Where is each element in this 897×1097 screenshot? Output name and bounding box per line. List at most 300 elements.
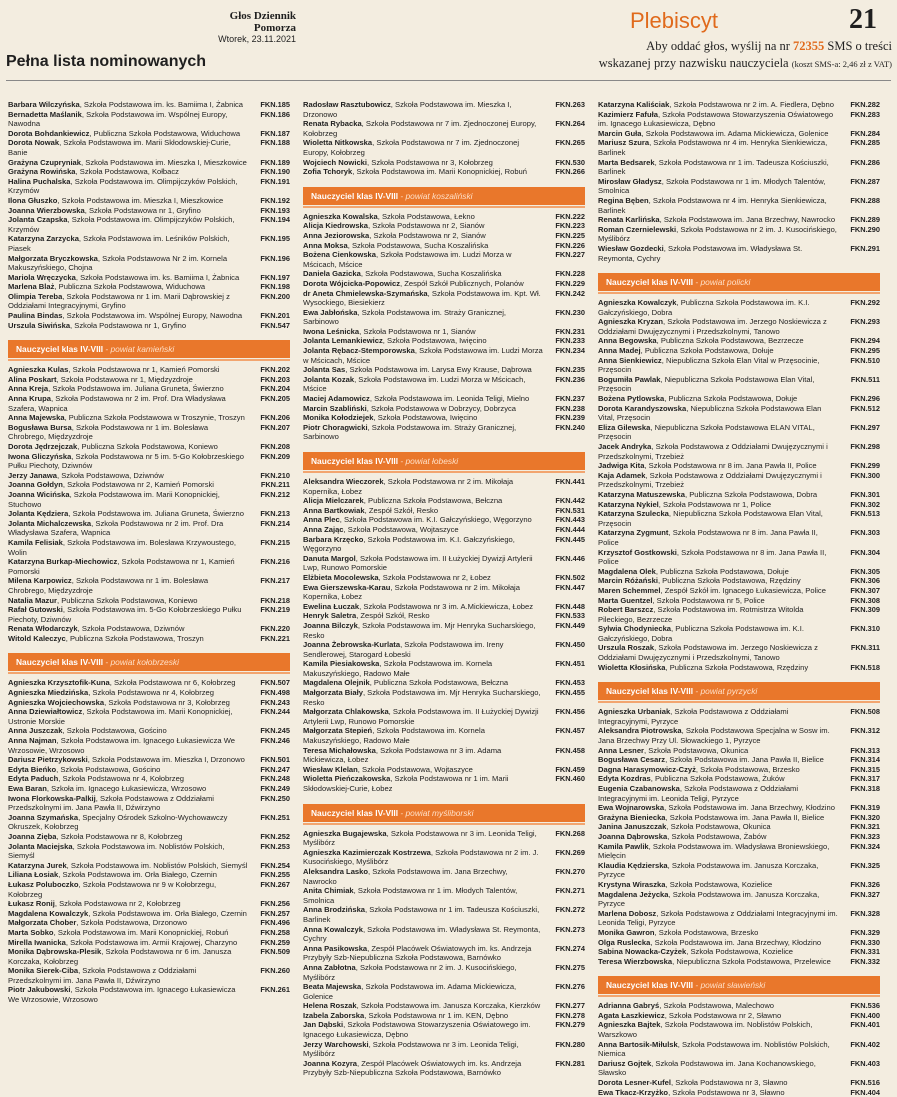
nominee-name: Łukasz Poluboczko <box>8 879 79 889</box>
nominee-entry: Renata Włodarczyk, Szkoła Podstawowa, Dziwnów FKN.220 <box>8 624 290 634</box>
nominee-entry: Aleksandra Wieczorek, Szkoła Podstawowa nr 2 im. Mikołaja Kopernika, Łobez FKN.441 <box>303 477 585 496</box>
nominee-entry: Łukasz Poluboczko, Szkoła Podstawowa nr 9 w Kołobrzegu, Kołobrzeg FKN.267 <box>8 879 290 899</box>
nominee-school: Szkoła Podstawowa im. K.I. Gałczyńskiego, Węgorzyno <box>343 515 532 525</box>
sms-code: FKN.401 <box>850 1020 880 1030</box>
nominee-entry: Joanna Kozyra, Zespół Placówek Oświatowych im. ks. Andrzeja Przybyły Szb-Niepubliczna Szkoła Podstawowa, Barnówko FKN.281 <box>303 1058 585 1078</box>
nominee-entry: Urszula Roszak, Szkoła Podstawowa im. Jerzego Noskiewicza z Oddziałami Dwujęzycznymi i Przedszkolnymi, Tanowo FKN.311 <box>598 643 880 663</box>
nominee-name: Jadwiga Kita <box>598 461 645 471</box>
nominee-name: Renata Karlińska <box>598 215 660 225</box>
nominee-name: Anna Juszczak <box>8 726 63 736</box>
sms-code: FKN.404 <box>850 1087 880 1097</box>
nominee-school: Szkoła Podstawowa im. Olimpijczyków Polskich, Krzymów <box>8 215 235 234</box>
nominee-school: Szkoła Podstawowa nr 1 im. Bolesława Chrobrego, Międzyzdroje <box>8 576 209 595</box>
nominee-entry: Ewa Tkacz-Krzyżko, Szkoła Podstawowa nr 3, Sławno FKN.404 <box>598 1087 880 1097</box>
sms-code: FKN.244 <box>260 707 290 717</box>
nominee-name: Joanna Kozyra <box>303 1058 358 1068</box>
sms-code: FKN.448 <box>555 601 585 611</box>
nominee-name: Mirosław Gładysz <box>598 176 662 186</box>
section-title: Nauczyciel klas IV-VIII <box>311 190 399 201</box>
sms-code: FKN.314 <box>850 755 880 765</box>
sms-code: FKN.190 <box>260 167 290 177</box>
nominee-school: Szkoła Podstawowa im. Mieszka I, Mieszkowice <box>85 157 247 167</box>
sms-code: FKN.530 <box>555 157 585 167</box>
nominee-school: Szkoła Podstawowa im. Jana Brzechwy, Kłodzino <box>668 803 835 813</box>
sms-code: FKN.403 <box>850 1058 880 1068</box>
nominee-school: Szkoła Podstawowa im. Mjr Henryka Sucharskiego, Resko <box>303 688 541 707</box>
nominee-school: Szkoła Podstawowa im. Juliana Gruneta, Świerzno <box>52 384 224 394</box>
nominee-entry: Wiesław Gozdecki, Szkoła Podstawowa im. Władysława St. Reymonta, Cychry FKN.291 <box>598 243 880 263</box>
nominee-entry: Jerzy Janawa, Szkoła Podstawowa, Dziwnów FKN.210 <box>8 470 290 480</box>
nominee-school: Szkoła Podstawowa nr 1, Gryfino <box>74 320 187 330</box>
nominee-name: Aleksandra Lasko <box>303 866 368 876</box>
nominee-entry: Milena Karpowicz, Szkoła Podstawowa nr 1 im. Bolesława Chrobrego, Międzyzdroje FKN.217 <box>8 576 290 595</box>
nominee-name: Natalia Mazur <box>8 595 57 605</box>
nominee-school: Szkoła Podstawowa im. II Łużyckiej Dywizji Artylerii Lwp, Runowo Pomorskie <box>303 707 539 726</box>
nominee-name: Anna Pasikowska <box>303 943 368 953</box>
nominee-name: Sylwia Chodyniecka <box>598 624 672 634</box>
sms-code: FKN.446 <box>555 553 585 563</box>
nominee-school: Szkoła Podstawowa im. Leśników Polskich, Piasek <box>8 234 230 253</box>
nominee-entry: Katarzyna Szulecka, Niepubliczna Szkoła Podstawowa Elan Vital, Przęsocin FKN.513 <box>598 509 880 528</box>
nominee-entry: Anna Dziewiałtowicz, Szkoła Podstawowa im. Marii Konopnickiej, Ustronie Morskie FKN.244 <box>8 707 290 726</box>
nominee-school: Szkoła Podstawowa nr 1 im. Marii Dąbrowskiej z Oddziałami Integracyjnymi, Gryfino <box>8 291 230 311</box>
nominee-name: Anna Madej <box>598 346 641 356</box>
nominee-name: Bogumiła Pawlak <box>598 374 661 384</box>
nominee-school: Szkoła Podstawowa Stowarzyszenia Oświatowego im. Ignacego Łukasiewicza, Dębno <box>598 109 834 129</box>
section-header <box>303 804 585 822</box>
sms-code: FKN.202 <box>260 365 290 375</box>
sms-code: FKN.227 <box>555 250 585 260</box>
nominee-entry: Adrianna Gabryś, Szkoła Podstawowa, Malechowo FKN.536 <box>598 1001 880 1011</box>
section-label: Plebiscyt <box>630 8 719 33</box>
nominee-entry: Marlena Dobosz, Szkoła Podstawowa z Oddziałami Integracyjnymi im. Leonida Teligi, Pyrzyce FKN.328 <box>598 908 880 928</box>
sms-code: FKN.456 <box>555 707 585 717</box>
nominee-school: Szkoła Podstawowa im. Jana Pawła II, Bielice <box>669 812 825 822</box>
nominee-school: Szkoła Podstawowa nr 3 im. A.Mickiewicza, Łobez <box>363 601 534 611</box>
nominee-entry: Katarzyna Zygmunt, Szkoła Podstawowa nr 8 im. Jana Pawła II, Police FKN.303 <box>598 528 880 547</box>
nominee-school: Niepubliczna Szkoła Podstawowa Elan Vital, Przęsocin <box>598 403 822 423</box>
sms-code: FKN.271 <box>555 886 585 896</box>
nominee-school: Szkoła Podstawowa im. Ireny Sendlerowej, Starogard Łobeski <box>303 640 504 659</box>
sms-code: FKN.223 <box>555 221 585 231</box>
sms-code: FKN.402 <box>850 1039 880 1049</box>
nominee-entry: Agata Łaszkiewicz, Szkoła Podstawowa nr 2, Sławno FKN.400 <box>598 1010 880 1020</box>
nominee-school: Szkoła Podstawowa nr 6, Kołobrzeg <box>113 678 236 688</box>
nominee-name: Iwona Gliczyńska <box>8 451 72 461</box>
nominee-school: Szkoła Podstawowa w Dobrzycy, Dobrzyca <box>370 403 517 413</box>
nominee-name: Barbara Wilczyńska <box>8 100 80 109</box>
nominee-name: Teresa Wierzbowska <box>598 956 673 966</box>
nominee-school: Szkoła Podstawowa, Kozielice <box>690 947 794 957</box>
nominee-entry: Anna Krupa, Szkoła Podstawowa nr 2 im. Prof. Dra Władysława Szafera, Wapnica FKN.205 <box>8 394 290 413</box>
nominee-entry: Monika Kołodziejek, Szkoła Podstawowa, Iwięcino FKN.239 <box>303 413 585 423</box>
sms-code: FKN.277 <box>555 1001 585 1011</box>
nominee-name: Ewa Wojnarowska <box>598 803 665 813</box>
nominee-entry: Jolanta Lemankiewicz, Szkoła Podstawowa, Iwięcino FKN.233 <box>303 336 585 346</box>
nominee-entry: Wioletta Kłosińska, Publiczna Szkoła Podstawowa, Rzędziny FKN.518 <box>598 662 880 672</box>
nominee-name: Jolanta Lemankiewicz <box>303 336 383 346</box>
nominee-school: Szkoła Podstawowa im. II Łużyckiej Dywizji Artylerii Lwp, Runowo Pomorskie <box>303 553 533 573</box>
nominee-name: Anna Jeziorowska <box>303 230 370 240</box>
nominee-school: Szkoła Podstawowa im. Jana Kochanowskiego, Sławsko <box>598 1058 816 1078</box>
nominee-entry: Agnieszka Wojciechowska, Szkoła Podstawowa nr 3, Kołobrzeg FKN.243 <box>8 697 290 707</box>
sms-code: FKN.276 <box>555 982 585 992</box>
header-divider <box>6 80 891 81</box>
nominee-entry: Magdalena Olejnik, Publiczna Szkoła Podstawowa, Bełczna FKN.453 <box>303 678 585 688</box>
nominee-name: Anna Plec <box>303 515 340 525</box>
nominee-school: Szkoła Podstawowa im. Armii Krajowej, Charzyno <box>70 937 238 947</box>
nominee-entry: Dariusz Gojtek, Szkoła Podstawowa im. Jana Kochanowskiego, Sławsko FKN.403 <box>598 1058 880 1078</box>
sms-code: FKN.235 <box>555 365 585 375</box>
nominee-entry: Monika Dąbrowska-Plesik, Szkoła Podstawowa nr 6 im. Janusza Korczaka, Kołobrzeg FKN.509 <box>8 947 290 966</box>
nominee-name: Anna Lesner <box>598 745 644 755</box>
nominee-name: Łukasz Ronij <box>8 899 55 909</box>
nominee-entry: Natalia Mazur, Publiczna Szkoła Podstawowa, Koniewo FKN.218 <box>8 595 290 605</box>
section-title: Nauczyciel klas IV-VIII <box>16 657 104 668</box>
nominee-school: Szkoła Podstawowa nr 2 im. Prof. Dra Władysława Szafera, Wapnica <box>8 518 224 538</box>
sms-code: FKN.188 <box>260 138 290 148</box>
sms-code: FKN.327 <box>850 889 880 899</box>
nominee-school: Szkoła Podstawowa Specjalna w Sosw im. Jana Brzechwy Przy Ul. Słowackiego 1, Pyrzyce <box>598 726 830 746</box>
nominee-school: Szkoła Podstawowa Stowarzyszenia Oświatowego im. Ignacego Łukasiewicza, Dębno <box>303 1020 531 1040</box>
column-3 <box>598 100 880 1097</box>
nominee-school: Szkoła Podstawowa im. Mjr Henryka Sucharskiego, Resko <box>303 620 536 640</box>
nominee-school: Szkoła Podstawowa im. Władysława St. Reymonta, Cychry <box>303 924 541 944</box>
nominee-name: Anna Kreja <box>8 384 49 394</box>
sms-code: FKN.292 <box>850 298 880 308</box>
sms-code: FKN.295 <box>850 346 880 356</box>
nominee-school: Szkoła Podstawowa, Łekno <box>381 211 475 221</box>
nominee-entry: Iwona Gliczyńska, Szkoła Podstawowa nr 5 im. 5-Go Kołobrzeskiego Pułku Piechoty, Dziwnów FKN.209 <box>8 451 290 471</box>
sms-code: FKN.501 <box>260 755 290 765</box>
nominee-entry: Ewelina Łuczak, Szkoła Podstawowa nr 3 im. A.Mickiewicza, Łobez FKN.448 <box>303 601 585 611</box>
nominee-school: Publiczna Szkoła Podstawowa, Dobra <box>689 489 818 499</box>
nominee-entry: Ewa Baran, Szkoła im. Ignacego Łukasiewicza, Wrzosowo FKN.249 <box>8 784 290 793</box>
sms-code: FKN.261 <box>260 985 290 995</box>
nominee-name: Kazimierz Fafuła <box>598 109 658 119</box>
nominee-school: Publiczna Szkoła Podstawowa, Rzędziny <box>662 576 801 586</box>
sms-code: FKN.247 <box>260 764 290 774</box>
sms-text-post: SMS o treści <box>824 39 892 53</box>
nominee-entry: Regina Bęben, Szkoła Podstawowa nr 4 im. Henryka Sienkiewicza, Barlinek FKN.288 <box>598 195 880 215</box>
nominee-school: Szkoła Podstawowa im. Wspólnej Europy, Nawodna <box>8 109 228 129</box>
nominee-entry: Krystyna Wiraszka, Szkoła Podstawowa, Kozielice FKN.326 <box>598 879 880 889</box>
sms-code: FKN.263 <box>555 100 585 109</box>
nominee-entry: Bogumiła Pawlak, Niepubliczna Szkoła Podstawowa Elan Vital, Przęsocin FKN.511 <box>598 374 880 394</box>
nominee-entry: Iwona Florkowska-Palkij, Szkoła Podstawowa z Oddziałami Przedszkolnymi im. Jana Pawła II, Dźwirzyno FKN.250 <box>8 793 290 813</box>
sms-code: FKN.233 <box>555 336 585 346</box>
sms-code: FKN.323 <box>850 831 880 841</box>
nominee-entry: Anita Chimiak, Szkoła Podstawowa nr 1 im. Młodych Talentów, Smolnica FKN.271 <box>303 886 585 905</box>
nominee-school: Szkoła Podstawowa nr 1 im. Tadeusza Kościuszki, Barlinek <box>598 157 829 177</box>
sms-code: FKN.304 <box>850 547 880 557</box>
sms-code: FKN.273 <box>555 924 585 934</box>
nominee-entry: Sabina Nowacka-Czyżek, Szkoła Podstawowa, Kozielice FKN.331 <box>598 947 880 957</box>
nominee-entry: Monika Gawron, Szkoła Podstawowa, Brzesko FKN.329 <box>598 927 880 937</box>
sms-code: FKN.317 <box>850 774 880 784</box>
nominee-name: Jacek Andryka <box>598 442 652 451</box>
nominee-name: Joanna Gołdyn <box>8 480 63 490</box>
sms-code: FKN.196 <box>260 253 290 263</box>
nominee-name: Anna Najman <box>8 736 57 746</box>
sms-code: FKN.308 <box>850 595 880 605</box>
sms-code: FKN.210 <box>260 470 290 480</box>
sms-code: FKN.254 <box>260 860 290 870</box>
sms-code: FKN.441 <box>555 477 585 486</box>
nominee-name: Jolanta Kędziera <box>8 509 69 519</box>
nominee-name: Liliana Łosiak <box>8 870 59 880</box>
nominee-name: Beata Majewska <box>303 982 362 992</box>
nominee-entry: Iwona Leśnicka, Szkoła Podstawowa nr 1, Sianów FKN.231 <box>303 326 585 336</box>
sms-code: FKN.243 <box>260 697 290 707</box>
nominee-name: Katarzyna Burkap-Miechowicz <box>8 557 118 567</box>
sms-code: FKN.209 <box>260 451 290 461</box>
nominee-entry: Kazimierz Fafuła, Szkoła Podstawowa Stowarzyszenia Oświatowego im. Ignacego Łukasiewicza, Dębno FKN.283 <box>598 109 880 129</box>
nominee-entry: Mariola Wręczycka, Szkoła Podstawowa im. ks. Bamiima I, Żabnica FKN.197 <box>8 272 290 282</box>
nominee-name: Agnieszka Wojciechowska <box>8 697 105 707</box>
nominee-name: Anna Krupa <box>8 394 52 404</box>
sms-code: FKN.194 <box>260 215 290 225</box>
nominee-entry: Barbara Krzęcko, Szkoła Podstawowa im. K.I. Gałczyńskiego, Węgorzyno FKN.445 <box>303 534 585 554</box>
nominee-school: Szkoła Podstawowa, Sucha Koszalińska <box>351 240 489 250</box>
sms-code: FKN.325 <box>850 860 880 870</box>
sms-text-line2: wskazanej przy nazwisku nauczyciela <box>598 56 789 70</box>
sms-code: FKN.229 <box>555 278 585 288</box>
nominee-name: Anna Kowalczyk <box>303 924 363 934</box>
nominee-name: Joanna Wicińska <box>8 489 70 499</box>
issue-date: Wtorek, 23.11.2021 <box>218 34 296 44</box>
nominee-entry: Bernadetta Maślanik, Szkoła Podstawowa im. Wspólnej Europy, Nawodna FKN.186 <box>8 109 290 129</box>
nominee-entry: dr Aneta Chmielewska-Szymańska, Szkoła Podstawowa im. Kpt. Wł. Wysockiego, Biesiekierz FKN.242 <box>303 288 585 308</box>
sms-code: FKN.443 <box>555 515 585 525</box>
nominee-school: Szkoła Podstawowa, Sucha Koszalińska <box>365 269 502 279</box>
nominee-school: Szkoła Podstawowa nr 3 im. Leonida Teligi, Myślibórz <box>303 828 537 848</box>
column-1 <box>8 100 290 1005</box>
sms-code: FKN.298 <box>850 442 880 451</box>
sms-code: FKN.445 <box>555 534 585 544</box>
sms-code: FKN.299 <box>850 461 880 471</box>
nominee-name: Mirella Iwanicka <box>8 937 66 947</box>
nominee-school: Szkoła Podstawowa im. Mieszka I, Mieszkowice <box>61 195 224 205</box>
nominee-school: Szkoła Podstawowa nr 9 w Kołobrzegu, Kołobrzeg <box>8 879 217 899</box>
nominee-school: Szkoła Podstawowa im. Noblistów Polskich, Niemica <box>598 1039 830 1059</box>
nominee-name: Dagna Harasymowicz-Czyż <box>598 764 696 774</box>
sms-code: FKN.195 <box>260 234 290 244</box>
nominee-school: Szkoła Podstawowa nr 3, Sławno <box>672 1087 785 1097</box>
nominee-entry: Elżbieta Mocolewska, Szkoła Podstawowa nr 2, Łobez FKN.502 <box>303 572 585 582</box>
nominee-school: Szkoła Podstawowa nr 1 im. Bolesława Chrobrego, Międzyzdroje <box>8 422 209 442</box>
nominee-school: Szkoła Podstawowa im. Kornela Makuszyńskiego, Radowo Małe <box>303 726 485 746</box>
nominee-name: Ilona Głuszko <box>8 195 58 205</box>
sms-code: FKN.203 <box>260 374 290 384</box>
nominee-school: Szkoła Podstawowa nr 1, Kamień Pomorski <box>8 557 235 576</box>
sms-code: FKN.257 <box>260 908 290 918</box>
nominee-school: Szkoła Podstawowa im. Noblistów Polskich, Warszkowo <box>598 1020 813 1040</box>
nominee-entry: Marlena Blaż, Publiczna Szkoła Podstawowa, Widuchowa FKN.198 <box>8 282 290 292</box>
sms-code: FKN.270 <box>555 866 585 876</box>
sms-code: FKN.269 <box>555 847 585 857</box>
nominee-entry: Sylwia Chodyniecka, Publiczna Szkoła Podstawowa im. K.I. Gałczyńskiego, Dobra FKN.310 <box>598 624 880 643</box>
nominee-school: Szkoła Podstawowa nr 4, Kołobrzeg <box>92 688 214 698</box>
nominee-entry: Magdalena Olek, Publiczna Szkoła Podstawowa, Dołuje FKN.305 <box>598 566 880 576</box>
nominee-school: Niepubliczna Szkoła Podstawowa ELAN VITAL, Przęsocin <box>598 422 815 442</box>
nominee-entry: Agnieszka Kulas, Szkoła Podstawowa nr 1, Kamień Pomorski FKN.202 <box>8 365 290 375</box>
sms-code: FKN.237 <box>555 394 585 404</box>
sms-code: FKN.278 <box>555 1010 585 1020</box>
section-title: Nauczyciel klas IV-VIII <box>606 980 694 991</box>
nominee-school: Publiczna Szkoła Podstawowa, Koniewo <box>61 595 198 605</box>
nominee-name: Małgorzata Chlakowska <box>303 707 389 717</box>
nominee-entry: Katarzyna Kaliściak, Szkoła Podstawowa nr 2 im. A. Fiedlera, Dębno FKN.282 <box>598 100 880 109</box>
nominee-name: Alina Poskart <box>8 374 57 384</box>
sms-code: FKN.513 <box>850 509 880 519</box>
nominee-entry: Aleksandra Piotrowska, Szkoła Podstawowa Specjalna w Sosw im. Jana Brzechwy Przy Ul. Słowackiego 1, Pyrzyce FKN.312 <box>598 726 880 746</box>
nominee-entry: Bogusława Cesarz, Szkoła Podstawowa im. Jana Pawła II, Bielice FKN.314 <box>598 755 880 765</box>
nominee-school: Szkoła Podstawowa im. Mieszka I, Drzonowo <box>303 100 512 119</box>
nominee-name: Grażyna Bieniecka <box>598 812 666 822</box>
nominee-school: Szkoła Podstawowa, Gościno <box>60 764 161 774</box>
nominee-school: Szkoła Podstawowa z Oddziałami Integracyjnymi im. Leonida Teligi, Pyrzyce <box>598 908 838 928</box>
nominee-school: Szkoła Podstawowa im. Straży Granicznej, Sarbinowo <box>303 307 507 327</box>
nominee-entry: Izabela Zaborska, Szkoła Podstawowa nr 1 im. KEN, Dębno FKN.278 <box>303 1010 585 1020</box>
nominee-school: Szkoła Podstawowa nr 2 im. J. Kusocińskiego, Myślibórz <box>303 962 517 982</box>
sms-code: FKN.259 <box>260 937 290 947</box>
nominee-entry: Bogusława Bursa, Szkoła Podstawowa nr 1 im. Bolesława Chrobrego, Międzyzdroje FKN.207 <box>8 422 290 442</box>
nominee-entry: Ewa Gierszewska-Karau, Szkoła Podstawowa nr 2 im. Mikołaja Kopernika, Łobez FKN.447 <box>303 582 585 602</box>
nominee-name: Dorota Nowak <box>8 138 60 148</box>
nominee-name: Joanna Dąbrowska <box>598 831 668 841</box>
nominee-entry: Marta Guentzel, Szkoła Podstawowa nr 5, Police FKN.308 <box>598 595 880 605</box>
nominee-school: Szkoła Podstawowa im. Mieszka I, Drzonowo <box>92 755 245 765</box>
nominee-name: Iwona Florkowska-Palkij <box>8 793 96 803</box>
nominee-school: Szkoła Podstawowa nr 2 im. J. Kusocińskiego, Myślibórz <box>598 224 837 244</box>
sms-code: FKN.288 <box>850 195 880 205</box>
nominee-name: Dorota Bohdankiewicz <box>8 128 90 138</box>
nominee-name: Dorota Wójcicka-Popowicz <box>303 278 401 288</box>
sms-code: FKN.252 <box>260 831 290 841</box>
nominee-name: Joanna Szymańska <box>8 812 79 822</box>
sms-code: FKN.451 <box>555 659 585 669</box>
nominee-entry: Alina Poskart, Szkoła Podstawowa nr 1, Międzyzdroje FKN.203 <box>8 374 290 384</box>
nominee-entry: Jolanta Maciejska, Szkoła Podstawowa im. Noblistów Polskich, Siemyśl FKN.253 <box>8 841 290 861</box>
sms-code: FKN.205 <box>260 394 290 404</box>
nominee-school: Szkoła Podstawowa im. Noblistów Polskich, Siemyśl <box>8 841 225 861</box>
nominee-name: Mariola Wręczycka <box>8 272 76 282</box>
nominee-name: Agnieszka Bugajewska <box>303 828 387 838</box>
nominee-name: Helena Roszak <box>303 1001 357 1011</box>
nominee-name: Marcin Guła <box>598 128 642 138</box>
section-header <box>598 273 880 291</box>
sms-code: FKN.332 <box>850 956 880 966</box>
nominee-entry: Teresa Wierzbowska, Niepubliczna Szkoła Podstawowa, Przelewice FKN.332 <box>598 956 880 966</box>
sms-code: FKN.214 <box>260 518 290 528</box>
nominee-name: Magdalena Olek <box>598 566 656 576</box>
nominee-entry: Katarzyna Zarzycka, Szkoła Podstawowa im. Leśników Polskich, Piasek FKN.195 <box>8 234 290 253</box>
nominee-name: Bożena Cienkowska <box>303 250 377 260</box>
nominee-school: Szkoła Podstawowa nr 7 im. Zjednoczonej Europy, Kołobrzeg <box>303 119 537 138</box>
nominee-school: Specjalny Ośrodek Szkolno-Wychowawczy Okruszek, Kołobrzeg <box>8 812 228 832</box>
nominee-name: Katarzyna Jurek <box>8 860 67 870</box>
sms-code: FKN.508 <box>850 707 880 717</box>
nominee-name: Dorota Jędrzejczak <box>8 442 78 451</box>
sms-code: FKN.331 <box>850 947 880 957</box>
sms-code: FKN.310 <box>850 624 880 634</box>
sms-code: FKN.313 <box>850 745 880 755</box>
nominee-name: Wiesław Klelan <box>303 764 358 774</box>
sms-code: FKN.256 <box>260 899 290 909</box>
sms-code: FKN.283 <box>850 109 880 119</box>
sms-code: FKN.457 <box>555 726 585 736</box>
nominee-name: Joanna Zięba <box>8 831 57 841</box>
nominee-school: Szkoła Podstawowa nr 1 im. KEN, Dębno <box>368 1010 509 1020</box>
nominee-name: Jan Dąbski <box>303 1020 344 1030</box>
nominee-name: Agnieszka Urbaniak <box>598 707 671 717</box>
nominee-school: Szkoła Podstawowa im. Orła Białego, Czernin <box>92 908 247 918</box>
nominee-entry: Kamila Pawlik, Szkoła Podstawowa im. Władysława Broniewskiego, Mielęcin FKN.324 <box>598 841 880 861</box>
nominee-school: Szkoła Podstawowa, Kozielice <box>669 879 773 889</box>
nominee-school: Publiczna Szkoła Podstawowa, Bełczna <box>368 496 503 506</box>
nominee-school: Szkoła Podstawowa nr 2, Sianów <box>373 230 486 240</box>
sms-code: FKN.189 <box>260 157 290 167</box>
sms-instructions <box>596 38 892 73</box>
nominee-name: Agnieszka Miedzińska <box>8 688 89 698</box>
nominee-entry: Agnieszka Urbaniak, Szkoła Podstawowa z Oddziałami Integracyjnymi, Pyrzyce FKN.508 <box>598 707 880 726</box>
nominee-school: Szkoła Podstawowa, Żabów <box>671 831 767 841</box>
nominee-entry: Anna Moksa, Szkoła Podstawowa, Sucha Koszalińska FKN.226 <box>303 240 585 250</box>
nominee-name: Marlena Dobosz <box>598 908 657 918</box>
nominee-entry: Wojciech Nowicki, Szkoła Podstawowa nr 3, Kołobrzeg FKN.530 <box>303 157 585 167</box>
sms-code: FKN.297 <box>850 422 880 432</box>
nominee-entry: Dariusz Pietrzykowski, Szkoła Podstawowa im. Mieszka I, Drzonowo FKN.501 <box>8 755 290 765</box>
nominee-school: Szkoła Podstawowa im. Jana Brzechwy, Nawrocko <box>663 215 836 225</box>
nominee-school: Publiczna Szkoła Podstawowa, Dołuje <box>668 394 798 404</box>
nominee-entry: Joanna Gołdyn, Szkoła Podstawowa nr 2, Kamień Pomorski FKN.211 <box>8 480 290 490</box>
nominee-school: Zespół Szkół im. Ignacego Łukasiewicza, Police <box>664 585 826 595</box>
sms-code: FKN.228 <box>555 269 585 279</box>
sms-code: FKN.324 <box>850 841 880 851</box>
nominee-entry: Anna Juszczak, Szkoła Podstawowa, Gościno FKN.245 <box>8 726 290 736</box>
nominee-name: Krystyna Wiraszka <box>598 879 666 889</box>
nominee-school: Szkoła Podstawowa im. Jana Brzechwy, Nawrocko <box>303 866 508 886</box>
nominee-name: Małgorzata Bryczkowska <box>8 253 98 263</box>
sms-code: FKN.302 <box>850 499 880 509</box>
nominee-entry: Olimpia Tereba, Szkoła Podstawowa nr 1 im. Marii Dąbrowskiej z Oddziałami Integracyjnymi, Gryfino FKN.200 <box>8 291 290 311</box>
nominee-entry: Eliza Gilewska, Niepubliczna Szkoła Podstawowa ELAN VITAL, Przęsocin FKN.297 <box>598 422 880 442</box>
nominee-name: Marta Guentzel <box>598 595 653 605</box>
nominee-name: Magdalena Jeżycka <box>598 889 669 899</box>
nominee-school: Szkoła Podstawowa, Malechowo <box>663 1001 775 1011</box>
sms-code: FKN.215 <box>260 537 290 547</box>
nominee-name: Monika Sierek-Ciba <box>8 966 79 976</box>
nominee-entry: Barbara Wilczyńska, Szkoła Podstawowa im. ks. Bamiima I, Żabnica FKN.185 <box>8 100 290 109</box>
sms-code: FKN.305 <box>850 566 880 576</box>
nominee-school: Szkoła Podstawowa nr 8 im. Jana Pawła II, Police <box>598 528 818 547</box>
nominee-school: Publiczna Szkoła Podstawowa, Troszyn <box>69 633 204 643</box>
nominee-entry: Anna Kreja, Szkoła Podstawowa im. Juliana Gruneta, Świerzno FKN.204 <box>8 384 290 394</box>
nominee-school: Szkoła Podstawowa nr 5, Police <box>656 595 765 605</box>
nominee-entry: Joanna Wicińska, Szkoła Podstawowa im. Marii Konopnickiej, Stuchowo FKN.212 <box>8 489 290 509</box>
nominee-name: Izabela Zaborska <box>303 1010 365 1020</box>
nominee-entry: Renata Karlińska, Szkoła Podstawowa im. Jana Brzechwy, Nawrocko FKN.289 <box>598 215 880 225</box>
nominee-name: Agnieszka Bajtek <box>598 1020 661 1030</box>
sms-code: FKN.208 <box>260 442 290 451</box>
nominee-entry: Marta Bedsarek, Szkoła Podstawowa nr 1 im. Tadeusza Kościuszki, Barlinek FKN.286 <box>598 157 880 177</box>
section-title: Nauczyciel klas IV-VIII <box>311 456 399 466</box>
nominee-entry: Edyta Bieńko, Szkoła Podstawowa, Gościno FKN.247 <box>8 764 290 774</box>
nominee-name: Jolanta Kozak <box>303 374 355 384</box>
sms-code: FKN.309 <box>850 605 880 615</box>
nominee-entry: Ilona Głuszko, Szkoła Podstawowa im. Mieszka I, Mieszkowice FKN.192 <box>8 195 290 205</box>
